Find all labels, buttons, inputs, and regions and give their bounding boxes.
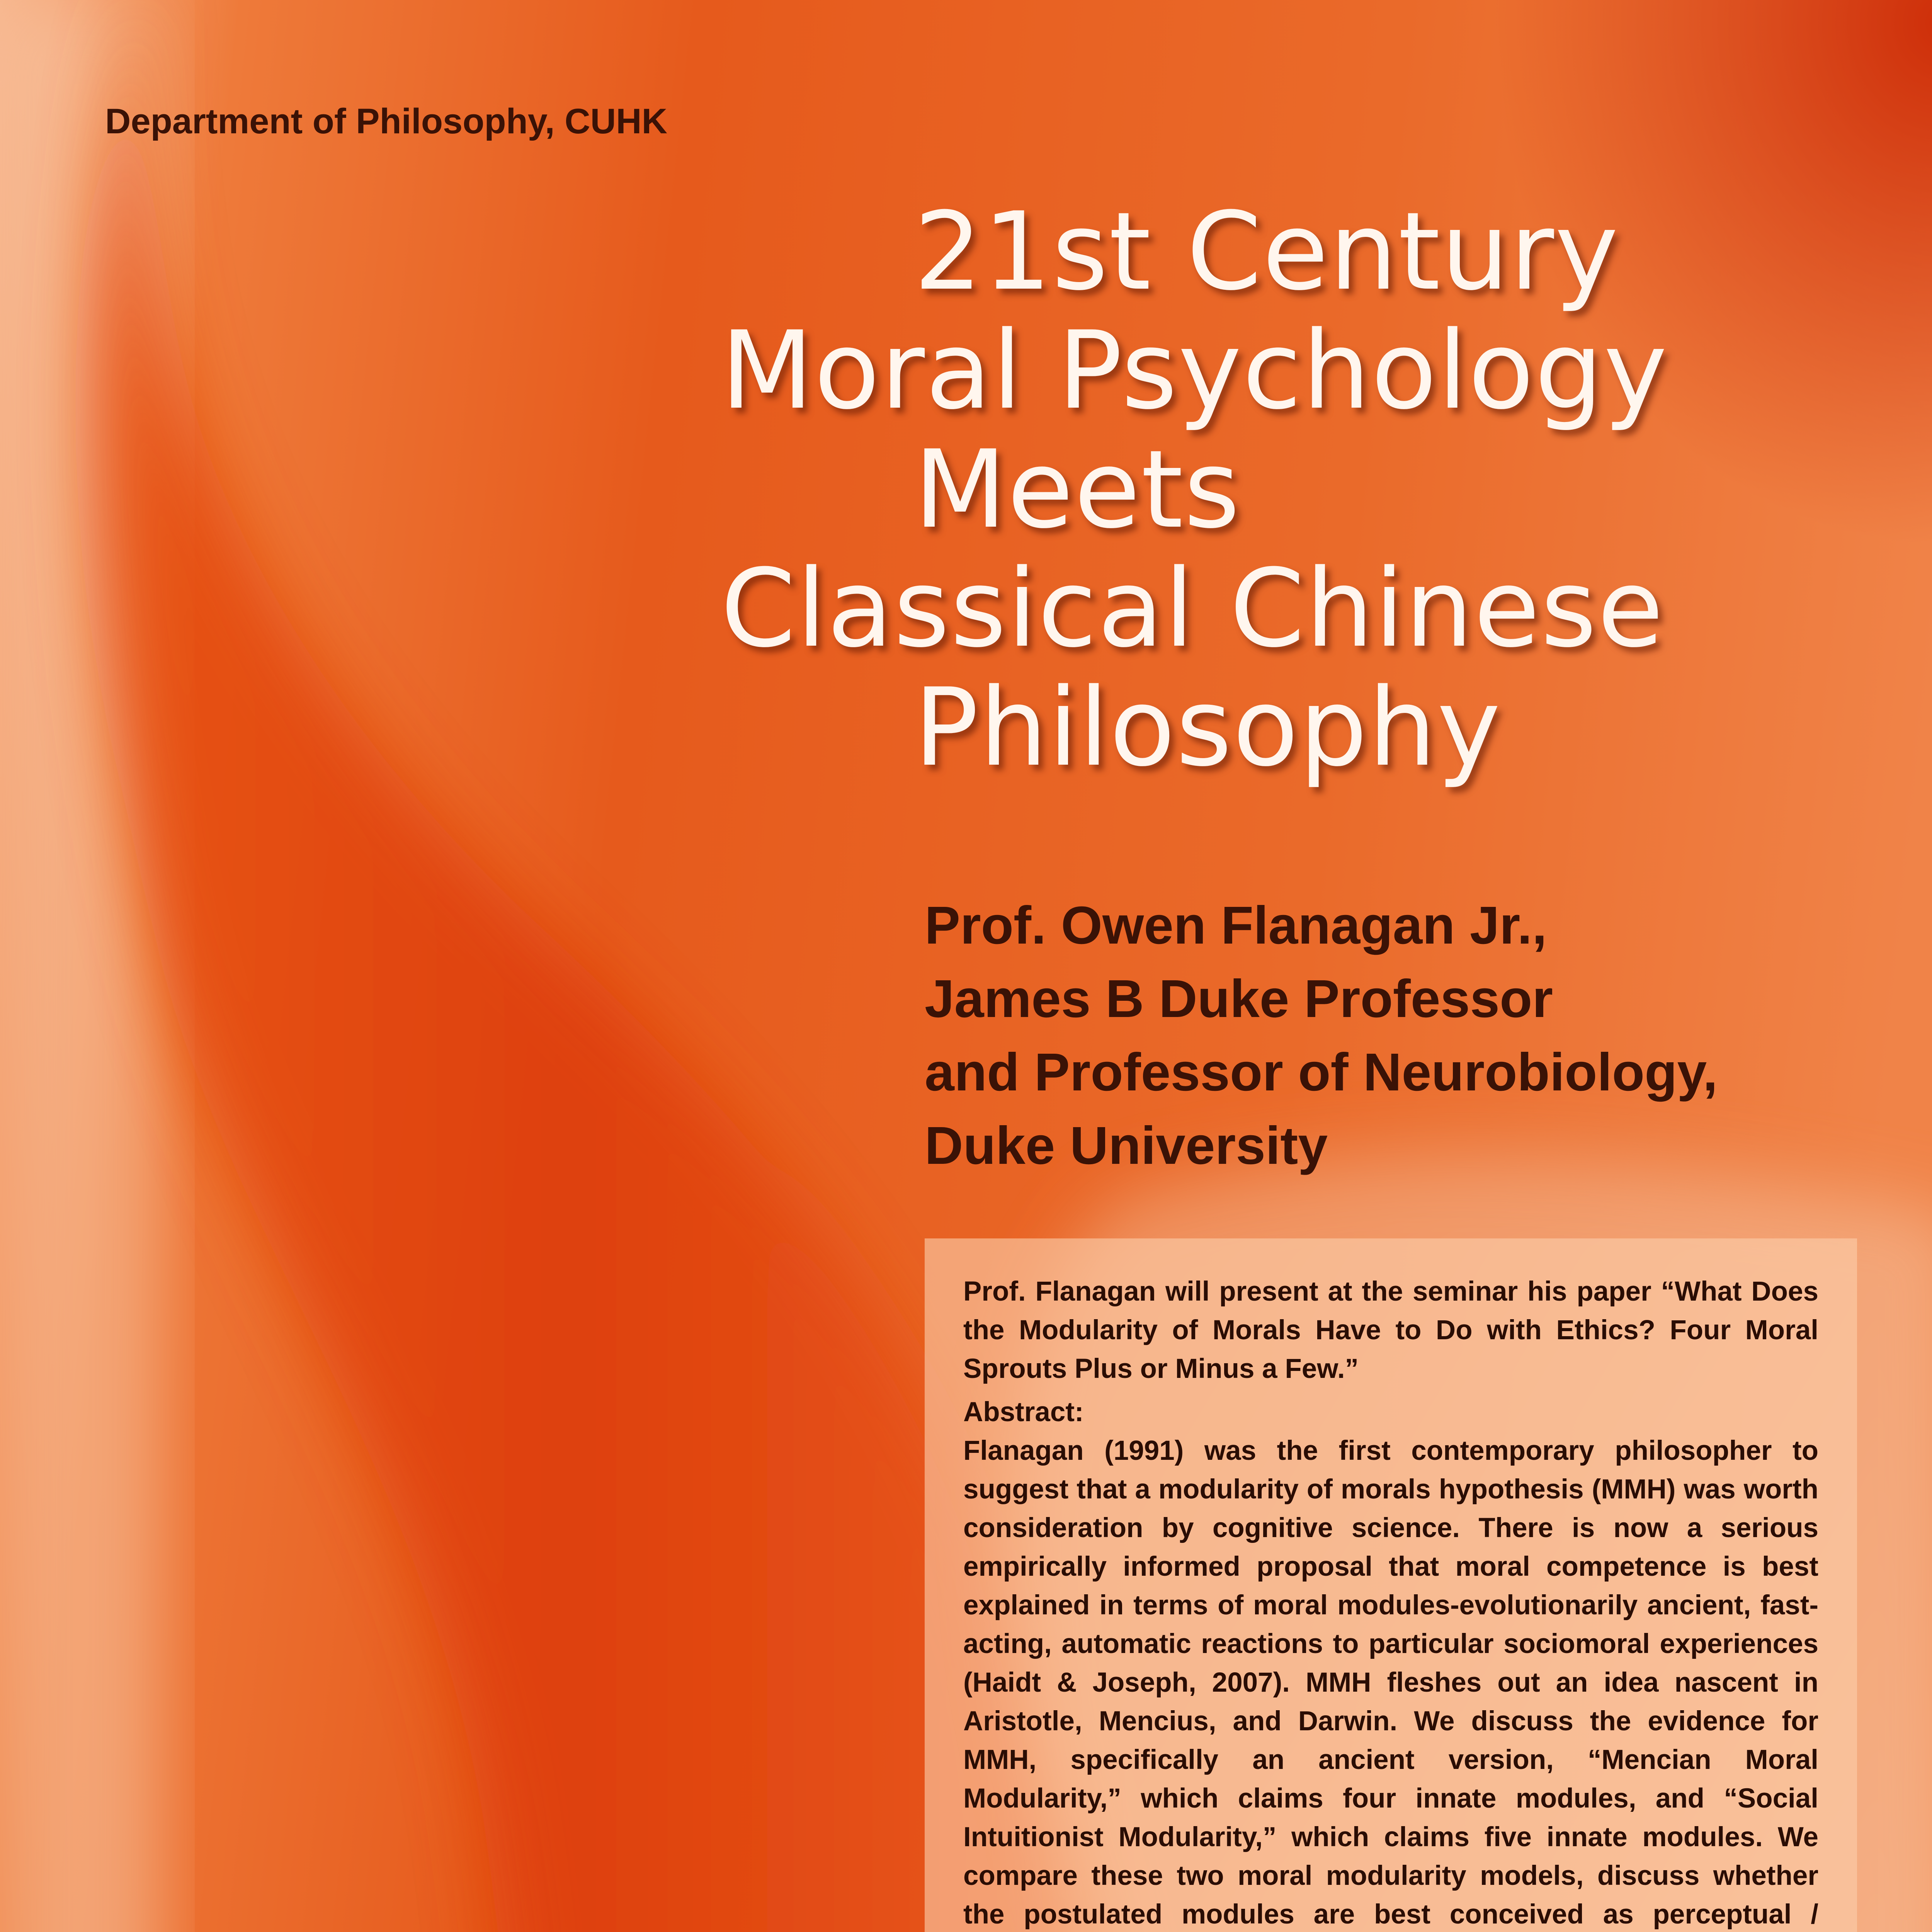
department-name: Department of Philosophy, CUHK xyxy=(105,102,668,141)
title-line-2: Moral Psychology xyxy=(721,308,1668,433)
abstract-intro: Prof. Flanagan will present at the seminar his paper “What Does the Modularity of Morals Have to Do with Ethics? Four Moral Sprouts Plus or Minus a Few.” xyxy=(963,1276,1818,1384)
abstract-body: Flanagan (1991) was the first contemporary philosopher to suggest that a modularity of morals hypothesis (MMH) was worth consideration by cognitive science. There is now a serious empirically informed proposal that moral competence is best explained in terms of moral modules-evolutionarily ancient, fast-acting, automatic reactions to particular sociomoral experiences (Haidt & Joseph, 2007). MMH fleshes out an idea nascent in Aristotle, Mencius, and Darwin. We discuss the evidence for MMH, specifically an ancient version, “Mencian Moral Modularity,” which claims four innate modules, and “Social Intuitionist Modularity,” which claims five innate modules. We compare these two moral modularity models, discuss whether the postulated modules are best conceived as perceptual / xyxy=(963,1435,1818,1930)
speaker-info xyxy=(925,889,1718,1182)
title-line-1: 21st Century xyxy=(914,189,1619,314)
speaker-name: Prof. Owen Flanagan Jr., xyxy=(925,896,1547,955)
title-line-4: Classical Chinese xyxy=(721,546,1665,671)
title-line-3: Meets xyxy=(914,427,1241,552)
abstract-label: Abstract: xyxy=(963,1397,1084,1427)
title-line-5: Philosophy xyxy=(914,665,1502,790)
abstract-panel xyxy=(925,1238,1857,1932)
speaker-title-2: and Professor of Neurobiology, xyxy=(925,1043,1718,1102)
poster-title xyxy=(0,0,1932,850)
speaker-title-1: James B Duke Professor xyxy=(925,969,1553,1029)
speaker-affiliation: Duke University xyxy=(925,1116,1328,1175)
